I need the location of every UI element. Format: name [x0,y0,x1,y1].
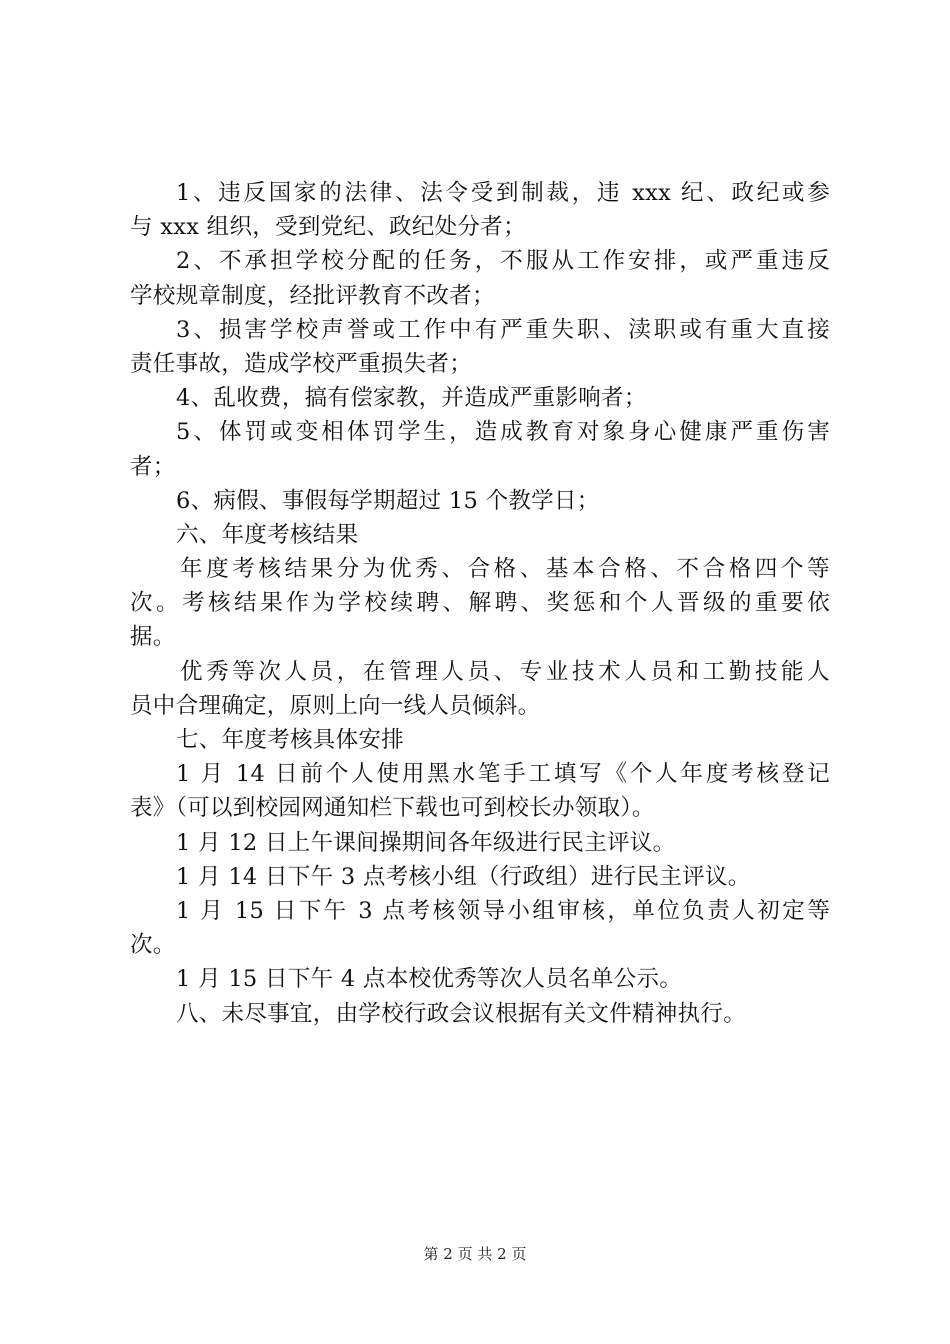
text-line: 员中合理确定，原则上向一线人员倾斜。 [130,692,541,719]
document-body [130,176,830,1031]
text-line: 据。 [130,624,176,651]
page-number-footer: 第 2 页 共 2 页 [423,1245,527,1263]
text-line: 6、病假、事假每学期超过 15 个教学日； [176,487,600,514]
text-line: 1、违反国家的法律、法令受到制裁，违 xxx 纪、政纪或参 [176,180,830,206]
text-line: 责任事故，造成学校严重损失者； [130,350,473,377]
text-line: 1 月 14 日下午 3 点考核小组（行政组）进行民主评议。 [176,863,751,890]
text-line: 年度考核结果分为优秀、合格、基本合格、不合格四个等 [180,556,830,583]
text-line: 学校规章制度，经批评教育不改者； [130,282,495,309]
text-line: 与 xxx 组织，受到党纪、政纪处分者； [130,214,526,241]
text-line: 4、乱收费，搞有偿家教，并造成严重影响者； [176,385,647,412]
section-heading: 七、年度考核具体安排 [176,727,405,753]
section-heading: 八、未尽事宜，由学校行政会议根据有关文件精神执行。 [176,1000,747,1027]
text-line: 次。考核结果作为学校续聘、解聘、奖惩和个人晋级的重要依 [130,590,830,617]
text-line: 1 月 12 日上午课间操期间各年级进行民主评议。 [176,829,676,856]
text-line: 者； [130,453,176,480]
text-line: 3、损害学校声誉或工作中有严重失职、渎职或有重大直接 [176,316,830,343]
text-line: 2、不承担学校分配的任务，不服从工作安排，或严重违反 [176,248,830,275]
text-line: 1 月 14 日前个人使用黑水笔手工填写《个人年度考核登记 [176,761,830,788]
text-line: 1 月 15 日下午 4 点本校优秀等次人员名单公示。 [176,966,683,993]
section-heading: 六、年度考核结果 [176,521,359,548]
text-line: 优秀等次人员，在管理人员、专业技术人员和工勤技能人 [180,658,830,685]
text-line: 表》（可以到校园网通知栏下载也可到校长办领取）。 [130,795,655,822]
text-line: 5、体罚或变相体罚学生，造成教育对象身心健康严重伤害 [176,419,830,446]
text-line: 1 月 15 日下午 3 点考核领导小组审核，单位负责人初定等 [176,897,830,924]
text-line: 次。 [130,932,176,959]
